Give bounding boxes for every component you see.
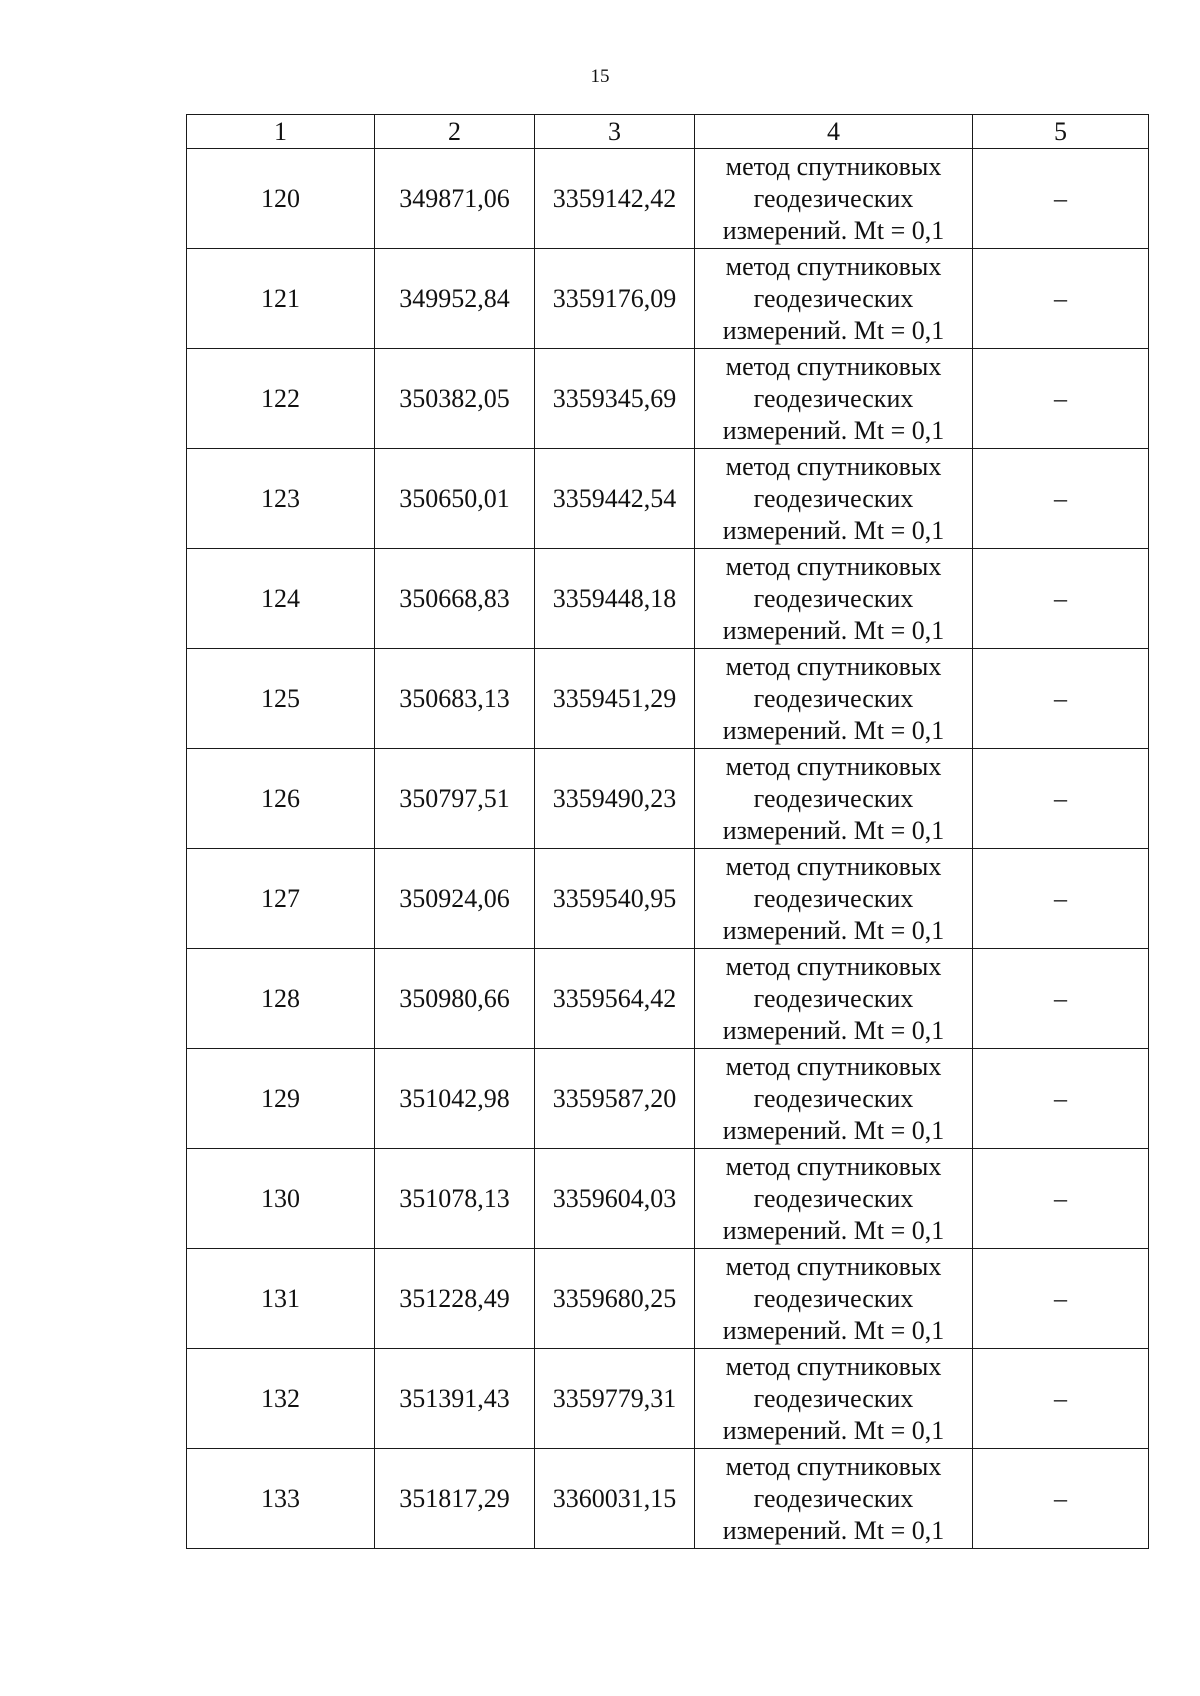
column-header-3: 3 (535, 115, 695, 149)
note-cell: – (973, 1049, 1149, 1149)
note-cell: – (973, 449, 1149, 549)
table-row (187, 949, 1149, 1049)
method-line: метод спутниковых (725, 651, 942, 681)
note-cell: – (973, 1349, 1149, 1449)
point-number-cell: 133 (187, 1449, 375, 1549)
table-row (187, 749, 1149, 849)
note-cell: – (973, 749, 1149, 849)
x-coordinate-cell: 351817,29 (375, 1449, 535, 1549)
column-header-1: 1 (187, 115, 375, 149)
method-line: измерений. Mt = 0,1 (722, 415, 945, 445)
note-cell: – (973, 1249, 1149, 1349)
method-cell (695, 1049, 973, 1149)
method-line: измерений. Mt = 0,1 (722, 515, 945, 545)
method-cell (695, 849, 973, 949)
x-coordinate-cell: 350382,05 (375, 349, 535, 449)
y-coordinate-cell: 3359176,09 (535, 249, 695, 349)
x-coordinate-cell: 349871,06 (375, 149, 535, 249)
table-row (187, 149, 1149, 249)
method-line: метод спутниковых (725, 551, 942, 581)
method-line: метод спутниковых (725, 451, 942, 481)
method-line: измерений. Mt = 0,1 (722, 315, 945, 345)
method-line: метод спутниковых (725, 1151, 942, 1181)
method-line: измерений. Mt = 0,1 (722, 815, 945, 845)
method-line: метод спутниковых (725, 751, 942, 781)
method-line: геодезических (753, 383, 914, 413)
method-cell (695, 149, 973, 249)
note-cell: – (973, 249, 1149, 349)
method-line: измерений. Mt = 0,1 (722, 715, 945, 745)
point-number-cell: 132 (187, 1349, 375, 1449)
method-cell (695, 749, 973, 849)
table-row (187, 349, 1149, 449)
method-line: измерений. Mt = 0,1 (722, 1015, 945, 1045)
method-line: геодезических (753, 483, 914, 513)
note-cell: – (973, 949, 1149, 1049)
method-line: метод спутниковых (725, 1451, 942, 1481)
method-line: измерений. Mt = 0,1 (722, 1215, 945, 1245)
y-coordinate-cell: 3359345,69 (535, 349, 695, 449)
page-number: 15 (590, 66, 610, 87)
method-cell (695, 949, 973, 1049)
table-row (187, 849, 1149, 949)
table-row (187, 1149, 1149, 1249)
table-row (187, 649, 1149, 749)
method-cell (695, 249, 973, 349)
method-line: измерений. Mt = 0,1 (722, 1515, 945, 1545)
y-coordinate-cell: 3359604,03 (535, 1149, 695, 1249)
table-row (187, 249, 1149, 349)
method-line: метод спутниковых (725, 951, 942, 981)
method-line: геодезических (753, 1483, 914, 1513)
x-coordinate-cell: 351391,43 (375, 1349, 535, 1449)
y-coordinate-cell: 3359490,23 (535, 749, 695, 849)
method-line: метод спутниковых (725, 251, 942, 281)
point-number-cell: 127 (187, 849, 375, 949)
method-line: измерений. Mt = 0,1 (722, 615, 945, 645)
x-coordinate-cell: 350668,83 (375, 549, 535, 649)
x-coordinate-cell: 350650,01 (375, 449, 535, 549)
method-line: геодезических (753, 583, 914, 613)
y-coordinate-cell: 3359779,31 (535, 1349, 695, 1449)
x-coordinate-cell: 349952,84 (375, 249, 535, 349)
table-row (187, 1449, 1149, 1549)
y-coordinate-cell: 3360031,15 (535, 1449, 695, 1549)
method-line: измерений. Mt = 0,1 (722, 1315, 945, 1345)
method-line: геодезических (753, 183, 914, 213)
point-number-cell: 123 (187, 449, 375, 549)
method-line: геодезических (753, 683, 914, 713)
method-line: измерений. Mt = 0,1 (722, 915, 945, 945)
point-number-cell: 129 (187, 1049, 375, 1149)
x-coordinate-cell: 351042,98 (375, 1049, 535, 1149)
y-coordinate-cell: 3359451,29 (535, 649, 695, 749)
method-line: геодезических (753, 783, 914, 813)
method-line: геодезических (753, 883, 914, 913)
method-line: геодезических (753, 1183, 914, 1213)
x-coordinate-cell: 350924,06 (375, 849, 535, 949)
method-cell (695, 449, 973, 549)
x-coordinate-cell: 351228,49 (375, 1249, 535, 1349)
column-header-5: 5 (973, 115, 1149, 149)
note-cell: – (973, 849, 1149, 949)
y-coordinate-cell: 3359442,54 (535, 449, 695, 549)
method-cell (695, 1449, 973, 1549)
note-cell: – (973, 149, 1149, 249)
method-cell (695, 349, 973, 449)
y-coordinate-cell: 3359587,20 (535, 1049, 695, 1149)
y-coordinate-cell: 3359564,42 (535, 949, 695, 1049)
note-cell: – (973, 1449, 1149, 1549)
table-body (187, 149, 1149, 1549)
coordinates-table (186, 114, 1149, 1549)
table-row (187, 549, 1149, 649)
point-number-cell: 121 (187, 249, 375, 349)
x-coordinate-cell: 350683,13 (375, 649, 535, 749)
method-line: метод спутниковых (725, 151, 942, 181)
method-line: геодезических (753, 1383, 914, 1413)
point-number-cell: 124 (187, 549, 375, 649)
method-line: метод спутниковых (725, 851, 942, 881)
x-coordinate-cell: 351078,13 (375, 1149, 535, 1249)
table-row (187, 1349, 1149, 1449)
point-number-cell: 128 (187, 949, 375, 1049)
method-cell (695, 549, 973, 649)
method-cell (695, 649, 973, 749)
table-header-row (187, 115, 1149, 149)
point-number-cell: 122 (187, 349, 375, 449)
method-line: геодезических (753, 983, 914, 1013)
y-coordinate-cell: 3359680,25 (535, 1249, 695, 1349)
x-coordinate-cell: 350980,66 (375, 949, 535, 1049)
method-cell (695, 1349, 973, 1449)
y-coordinate-cell: 3359540,95 (535, 849, 695, 949)
method-line: метод спутниковых (725, 1351, 942, 1381)
note-cell: – (973, 1149, 1149, 1249)
table-row (187, 1049, 1149, 1149)
method-line: измерений. Mt = 0,1 (722, 1115, 945, 1145)
table-row (187, 449, 1149, 549)
column-header-2: 2 (375, 115, 535, 149)
method-line: измерений. Mt = 0,1 (722, 1415, 945, 1445)
point-number-cell: 126 (187, 749, 375, 849)
method-line: метод спутниковых (725, 351, 942, 381)
point-number-cell: 120 (187, 149, 375, 249)
method-cell (695, 1149, 973, 1249)
point-number-cell: 130 (187, 1149, 375, 1249)
method-line: метод спутниковых (725, 1251, 942, 1281)
method-line: измерений. Mt = 0,1 (722, 215, 945, 245)
table-row (187, 1249, 1149, 1349)
note-cell: – (973, 649, 1149, 749)
method-line: геодезических (753, 283, 914, 313)
note-cell: – (973, 549, 1149, 649)
note-cell: – (973, 349, 1149, 449)
method-line: геодезических (753, 1083, 914, 1113)
x-coordinate-cell: 350797,51 (375, 749, 535, 849)
method-line: геодезических (753, 1283, 914, 1313)
method-line: метод спутниковых (725, 1051, 942, 1081)
method-cell (695, 1249, 973, 1349)
y-coordinate-cell: 3359448,18 (535, 549, 695, 649)
y-coordinate-cell: 3359142,42 (535, 149, 695, 249)
point-number-cell: 125 (187, 649, 375, 749)
point-number-cell: 131 (187, 1249, 375, 1349)
column-header-4: 4 (695, 115, 973, 149)
